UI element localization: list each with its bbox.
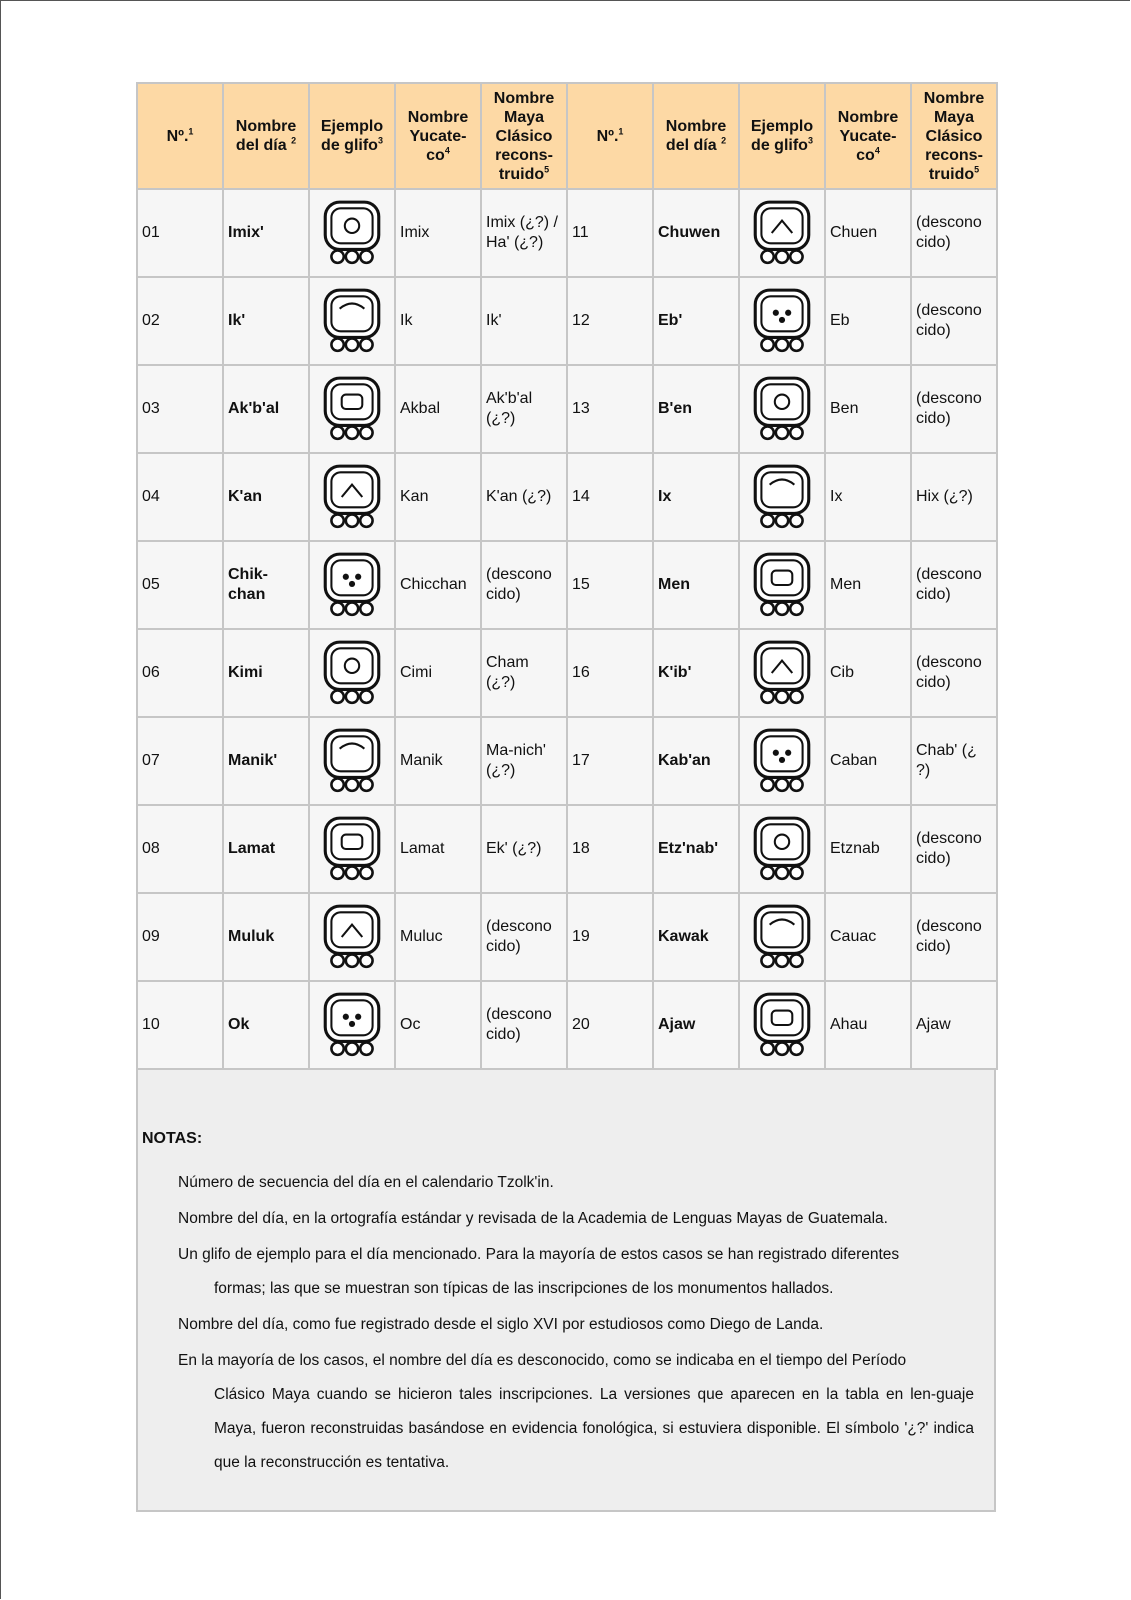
glyph-cell [739, 805, 825, 893]
note-item: En la mayoría de los casos, el nombre del día es desconocido, como se indicaba en el tiempo del Período Clásico Maya cuando se hicieron tales inscripciones. La versiones que aparecen en la tabla en len-guaje Maya, fueron reconstruidas basándose en evidencia fonológica, si estuviera disponible. El símbolo '¿?' indica que la reconstrucción es tentativa. [178, 1352, 974, 1471]
header-classic-maya-right: Nombre Maya Clásico recons- truido$^5$ [911, 83, 997, 189]
glyph-cell [309, 453, 395, 541]
yucatec-name: Cib [825, 629, 911, 717]
glyph-cell [739, 893, 825, 981]
day-name: B'en [653, 365, 739, 453]
glyph-cell [739, 541, 825, 629]
kan-glyph-icon [310, 462, 394, 532]
day-name: Ik' [223, 277, 309, 365]
yucatec-name: Cauac [825, 893, 911, 981]
muluk-glyph-icon [310, 902, 394, 972]
note-item: Nombre del día, como fue registrado desde el siglo XVI por estudiosos como Diego de Landa. [178, 1316, 824, 1333]
day-number: 05 [137, 541, 223, 629]
ajaw-glyph-icon [740, 990, 824, 1060]
day-name: Kimi [223, 629, 309, 717]
yucatec-name: Men [825, 541, 911, 629]
glyph-cell [309, 717, 395, 805]
kib-glyph-icon [740, 638, 824, 708]
header-yucatec-left: Nombre Yucate- $co^4$ [395, 83, 481, 189]
classic-maya-name: Ek' (¿?) [481, 805, 567, 893]
yucatec-name: Cimi [395, 629, 481, 717]
yucatec-name: Ben [825, 365, 911, 453]
yucatec-name: Etznab [825, 805, 911, 893]
etznab-glyph-icon [740, 814, 824, 884]
day-name: Ak'b'al [223, 365, 309, 453]
classic-maya-name: (descono cido) [911, 189, 997, 277]
manik-glyph-icon [310, 726, 394, 796]
day-number: 18 [567, 805, 653, 893]
header-glyph-left: Ejemplo de glifo$^3$ [309, 83, 395, 189]
day-number: 09 [137, 893, 223, 981]
day-number: 16 [567, 629, 653, 717]
eb-glyph-icon [740, 286, 824, 356]
table-row [137, 981, 997, 1069]
note-item: Nombre del día, en la ortografía estándar y revisada de la Academia de Lenguas Mayas de Guatemala. [178, 1210, 888, 1227]
glyph-cell [309, 981, 395, 1069]
table-row [137, 629, 997, 717]
chuwen-glyph-icon [740, 198, 824, 268]
header-yucatec-right: Nombre Yucate- $co^4$ [825, 83, 911, 189]
day-name: Manik' [223, 717, 309, 805]
table-row [137, 277, 997, 365]
day-name: Imix' [223, 189, 309, 277]
day-name: Eb' [653, 277, 739, 365]
yucatec-name: Caban [825, 717, 911, 805]
glyph-cell [739, 189, 825, 277]
imix-glyph-icon [310, 198, 394, 268]
day-number: 02 [137, 277, 223, 365]
glyph-cell [309, 365, 395, 453]
header-day-name-left: Nombre del día $^2$ [223, 83, 309, 189]
table-row [137, 893, 997, 981]
day-number: 17 [567, 717, 653, 805]
day-number: 07 [137, 717, 223, 805]
table-row [137, 453, 997, 541]
day-number: 04 [137, 453, 223, 541]
classic-maya-name: Hix (¿?) [911, 453, 997, 541]
yucatec-name: Manik [395, 717, 481, 805]
header-day-name-right: Nombre del día $^2$ [653, 83, 739, 189]
day-name: K'an [223, 453, 309, 541]
classic-maya-name: Ik' [481, 277, 567, 365]
men-glyph-icon [740, 550, 824, 620]
kaban-glyph-icon [740, 726, 824, 796]
day-number: 10 [137, 981, 223, 1069]
ok-glyph-icon [310, 990, 394, 1060]
chikchan-glyph-icon [310, 550, 394, 620]
classic-maya-name: Chab' (¿ ?) [911, 717, 997, 805]
tzolkin-table-section [136, 82, 996, 1512]
notes-title: NOTAS: [142, 1130, 203, 1147]
yucatec-name: Lamat [395, 805, 481, 893]
day-name: Chik-chan [223, 541, 309, 629]
yucatec-name: Muluc [395, 893, 481, 981]
day-name: Etz'nab' [653, 805, 739, 893]
ben-glyph-icon [740, 374, 824, 444]
ix-glyph-icon [740, 462, 824, 532]
yucatec-name: Ix [825, 453, 911, 541]
glyph-cell [309, 805, 395, 893]
classic-maya-name: K'an (¿?) [481, 453, 567, 541]
classic-maya-name: Ajaw [911, 981, 997, 1069]
header-glyph-right: Ejemplo de glifo$^3$ [739, 83, 825, 189]
day-number: 14 [567, 453, 653, 541]
day-name: Lamat [223, 805, 309, 893]
classic-maya-name: Cham (¿?) [481, 629, 567, 717]
notes-list [178, 1166, 974, 1482]
table-header-row [137, 83, 997, 189]
day-number: 15 [567, 541, 653, 629]
akbal-glyph-icon [310, 374, 394, 444]
day-name: Ok [223, 981, 309, 1069]
kimi-glyph-icon [310, 638, 394, 708]
header-number-right: Nº.$^1$ [567, 83, 653, 189]
note-item: Un glifo de ejemplo para el día mencionado. Para la mayoría de estos casos se han registrado diferentes formas; las que se muestran son típicas de las inscripciones de los monumentos hallados. [178, 1246, 900, 1297]
classic-maya-name: Imix (¿?) / Ha' (¿?) [481, 189, 567, 277]
day-number: 01 [137, 189, 223, 277]
classic-maya-name: Ak'b'al (¿?) [481, 365, 567, 453]
day-number: 03 [137, 365, 223, 453]
classic-maya-name: (descono cido) [911, 365, 997, 453]
classic-maya-name: (descono cido) [481, 541, 567, 629]
yucatec-name: Imix [395, 189, 481, 277]
day-number: 20 [567, 981, 653, 1069]
ik-glyph-icon [310, 286, 394, 356]
yucatec-name: Ahau [825, 981, 911, 1069]
table-row [137, 365, 997, 453]
yucatec-name: Chuen [825, 189, 911, 277]
day-name: K'ib' [653, 629, 739, 717]
glyph-cell [739, 453, 825, 541]
glyph-cell [309, 629, 395, 717]
yucatec-name: Chicchan [395, 541, 481, 629]
day-number: 12 [567, 277, 653, 365]
yucatec-name: Eb [825, 277, 911, 365]
yucatec-name: Oc [395, 981, 481, 1069]
day-name: Muluk [223, 893, 309, 981]
glyph-cell [309, 893, 395, 981]
notes-section [136, 1070, 996, 1512]
day-name: Men [653, 541, 739, 629]
classic-maya-name: (descono cido) [911, 805, 997, 893]
glyph-cell [739, 629, 825, 717]
day-number: 06 [137, 629, 223, 717]
day-number: 13 [567, 365, 653, 453]
day-name: Ix [653, 453, 739, 541]
yucatec-name: Akbal [395, 365, 481, 453]
classic-maya-name: (descono cido) [481, 981, 567, 1069]
day-number: 08 [137, 805, 223, 893]
day-number: 11 [567, 189, 653, 277]
classic-maya-name: (descono cido) [481, 893, 567, 981]
glyph-cell [739, 277, 825, 365]
day-name: Kawak [653, 893, 739, 981]
table-row [137, 541, 997, 629]
lamat-glyph-icon [310, 814, 394, 884]
header-number-left: Nº.$^1$ [137, 83, 223, 189]
day-signs-table [136, 82, 998, 1070]
glyph-cell [309, 277, 395, 365]
kawak-glyph-icon [740, 902, 824, 972]
table-row [137, 189, 997, 277]
day-name: Kab'an [653, 717, 739, 805]
day-name: Ajaw [653, 981, 739, 1069]
classic-maya-name: (descono cido) [911, 277, 997, 365]
day-name: Chuwen [653, 189, 739, 277]
note-item: Número de secuencia del día en el calendario Tzolk'in. [178, 1174, 554, 1191]
classic-maya-name: (descono cido) [911, 893, 997, 981]
glyph-cell [739, 981, 825, 1069]
yucatec-name: Kan [395, 453, 481, 541]
classic-maya-name: Ma-nich' (¿?) [481, 717, 567, 805]
glyph-cell [309, 541, 395, 629]
glyph-cell [309, 189, 395, 277]
yucatec-name: Ik [395, 277, 481, 365]
classic-maya-name: (descono cido) [911, 629, 997, 717]
glyph-cell [739, 365, 825, 453]
table-row [137, 805, 997, 893]
table-row [137, 717, 997, 805]
glyph-cell [739, 717, 825, 805]
header-classic-maya-left: Nombre Maya Clásico recons- truido$^5$ [481, 83, 567, 189]
day-number: 19 [567, 893, 653, 981]
classic-maya-name: (descono cido) [911, 541, 997, 629]
